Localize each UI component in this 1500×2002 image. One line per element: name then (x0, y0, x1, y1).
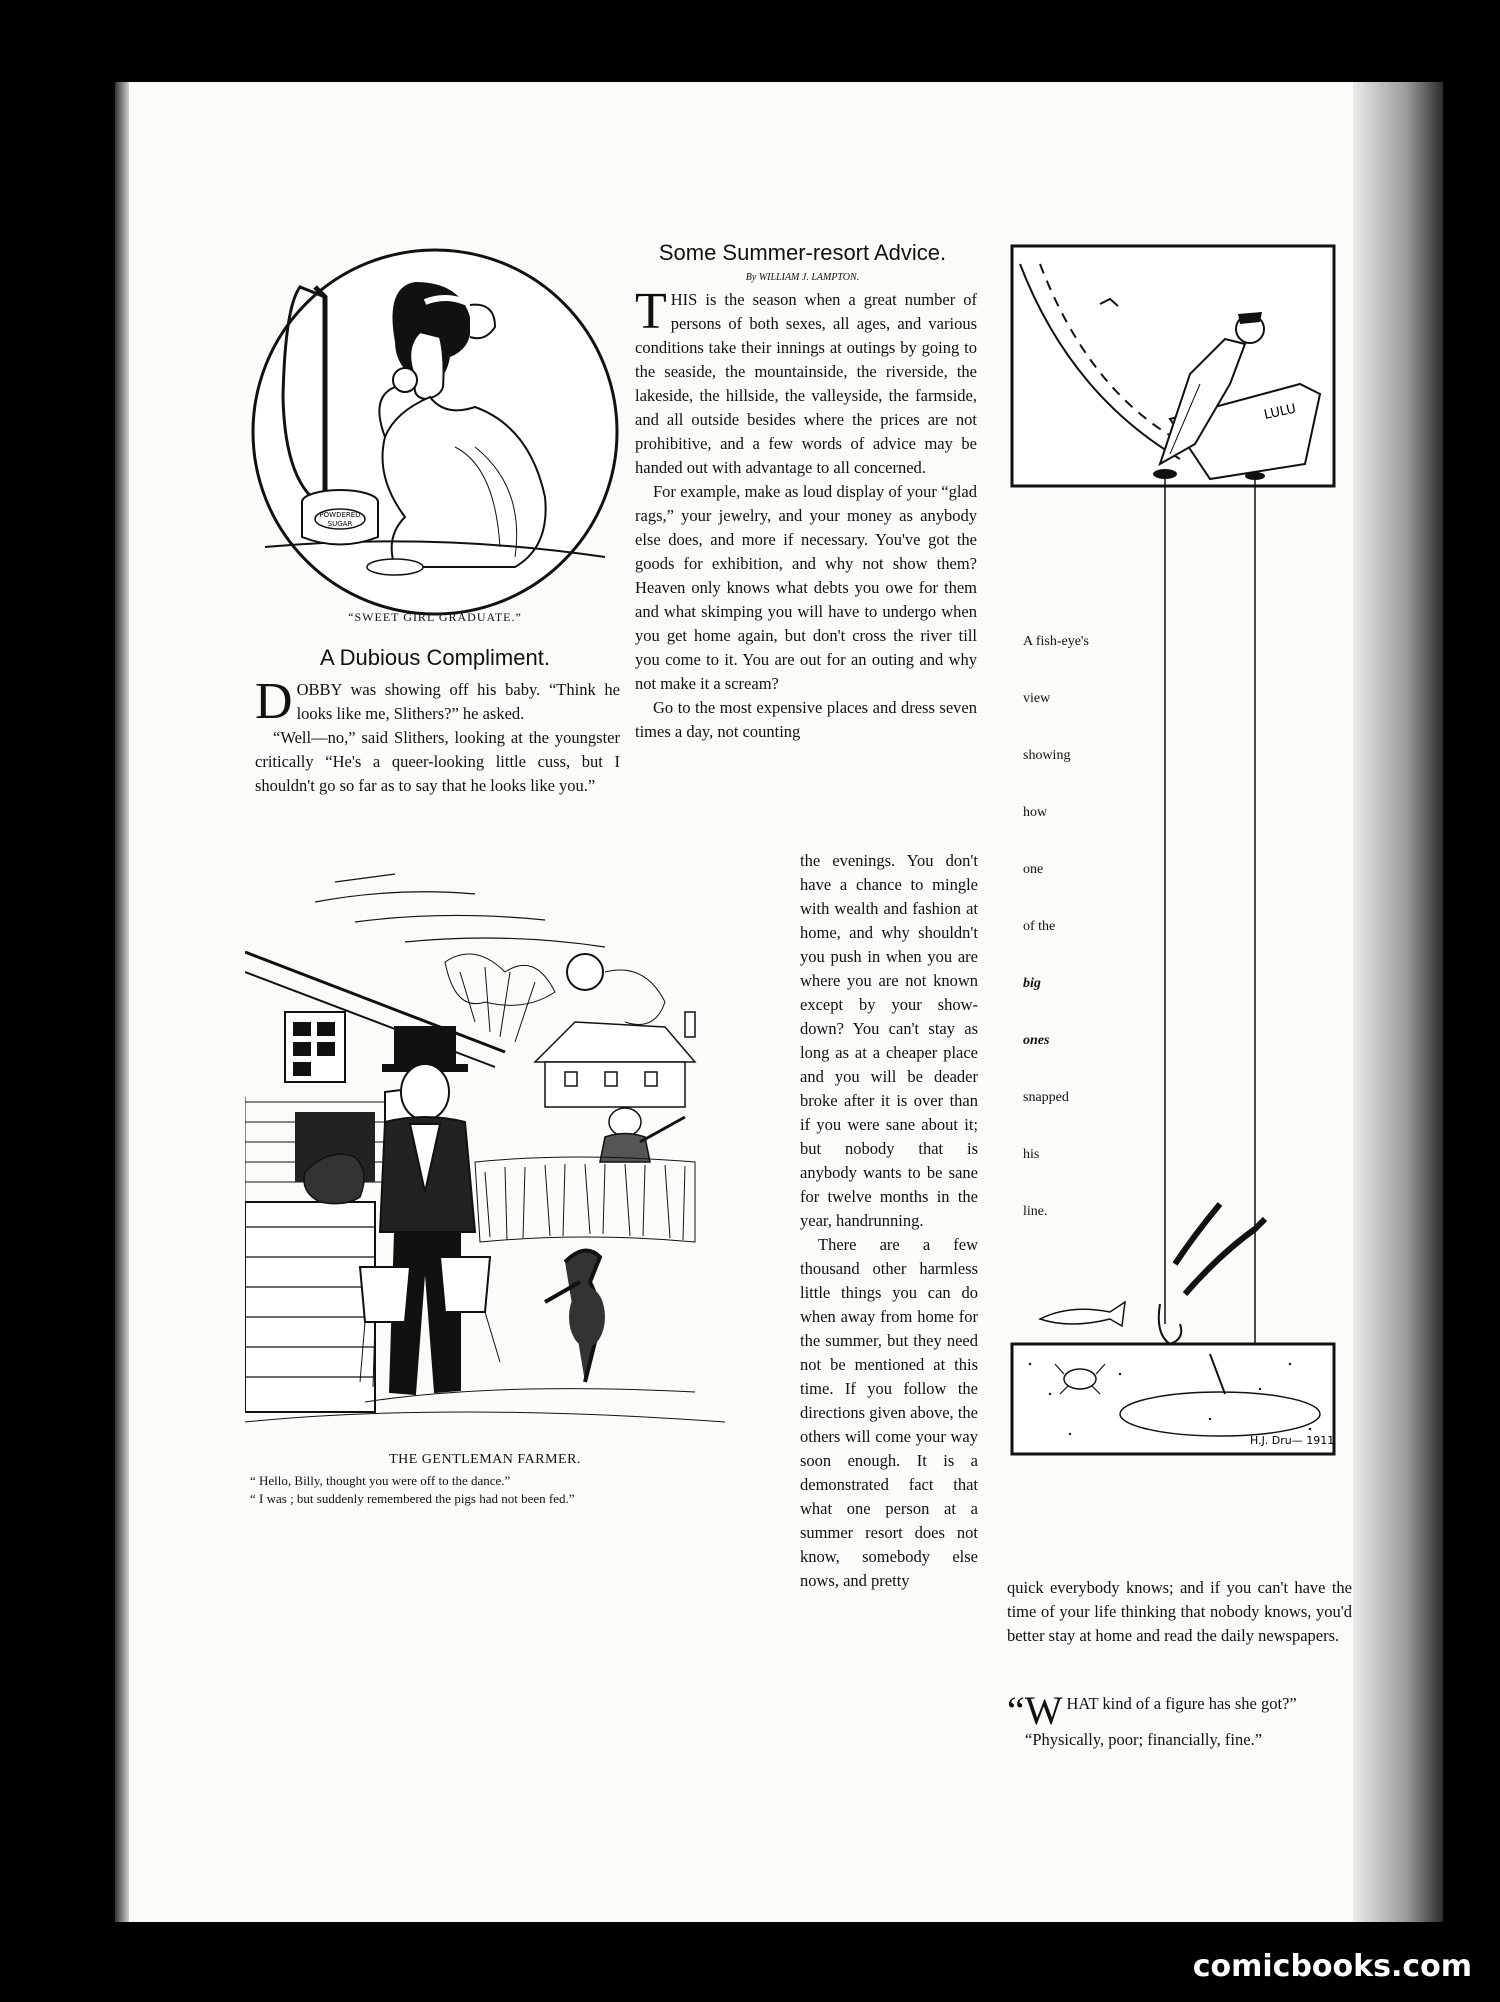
dubious-compliment-p1 (255, 673, 620, 730)
dubious-compliment-title: A Dubious Compliment. (320, 645, 550, 670)
resort-p4: There are a few thousand other harmless little things you can do when away from home for the summer, but they need not be mentioned at this time. If you follow the directions given above, the others will come your way soon enough. It is a demonstrated fact that what one person at a summer resort does not know, somebody else nows, and pretty (800, 1235, 978, 1590)
gentleman-farmer-caption: THE GENTLEMAN FARMER. (389, 1452, 581, 1467)
side-caption-line: one (1023, 862, 1044, 877)
farmer-dialogue-line1: “ Hello, Billy, thought you were off to the dance.” (250, 1473, 511, 1488)
farmer-dialogue-line2: “ I was ; but suddenly remembered the pigs had not been fed.” (250, 1491, 575, 1506)
byline: By WILLIAM J. LAMPTON. (745, 272, 860, 283)
side-caption-line: big (1023, 976, 1041, 991)
side-caption-line: A fish-eye's (1023, 634, 1089, 649)
resort-continuation: quick everybody knows; and if you can't have the time of your life thinking that nobody knows, you'd better stay at home and read the daily newspapers. (1007, 1578, 1352, 1645)
gentleman-farmer-dialogue (250, 1472, 730, 1508)
summer-resort-body-narrow (800, 849, 978, 1593)
resort-p1-text: HIS is the season when a great number of persons of both sexes, all ages, and various conditions take their innings at outings by going to the seaside, the mountainside, the riverside, the lakeside, the hillside, the valleyside, the farmside, and all outside besides where the prices are not prohibitive, and a few words of advice may be handed out with advantage to all concerned. (635, 290, 977, 477)
artist-signature: H.J. Dru— 1911 (1250, 1434, 1335, 1447)
side-caption-line: view (1023, 691, 1051, 706)
dubious-compliment-body (255, 673, 620, 798)
dubious-compliment-p2: “Well—no,” said Slithers, looking at the youngster critically “He's a queer-looking little cuss, but I shouldn't go so far as to say that he looks like you.” (255, 728, 620, 795)
side-caption-line: snapped (1023, 1090, 1069, 1105)
figure-joke (1007, 1688, 1352, 1752)
sweet-girl-graduate-illustration (245, 247, 625, 627)
dropcap-t: T (635, 283, 667, 340)
sweet-girl-caption: “SWEET GIRL GRADUATE.” (348, 610, 522, 624)
dropcap-d: D (255, 673, 293, 730)
resort-p3a: Go to the most expensive places and dress seven times a day, not counting (635, 698, 977, 741)
summer-resort-body (635, 283, 977, 744)
page-edge (115, 82, 129, 1922)
resort-p1 (635, 283, 977, 480)
fish-eye-side-caption (1023, 634, 1133, 1261)
jar-label-line1: POWDERED (319, 511, 361, 519)
side-caption-line: line. (1023, 1204, 1048, 1219)
resort-p3b: the evenings. You don't have a chance to mingle with wealth and fashion at home, and why shouldn't you push in when you are where you are not known except by your show-down? You can't stay as long as at a cheaper place and you will be deader broke after it is over than if you were sane about it; but nobody that is anybody wants to be sane for twelve months in the year, handrunning. (800, 851, 978, 1230)
joke-answer: “Physically, poor; financially, fine.” (1025, 1730, 1263, 1749)
binding-gutter (1353, 82, 1443, 1922)
boat-name: LULU (1262, 401, 1298, 423)
side-caption-line: showing (1023, 748, 1071, 763)
side-caption-line: how (1023, 805, 1048, 820)
gentleman-farmer-illustration (245, 862, 725, 1442)
watermark: comicbooks.com (1192, 1949, 1472, 1984)
jar-label-line2: SUGAR (327, 520, 353, 528)
magazine-page (115, 82, 1443, 1922)
dubious-p1-text: OBBY was showing off his baby. “Think he looks like me, Slithers?” he asked. (296, 680, 620, 723)
resort-p2: For example, make as loud display of your “glad rags,” your jewelry, and your money as anybody else does, and more if necessary. You've got the goods for exhibition, and why not show them? Heaven only knows what debts you owe for them and what skimping you will have to undergo when you get home again, but don't cross the river till you come to it. You are out for an outing and why not make it a scream? (635, 482, 977, 693)
joke-question-text: HAT kind of a figure has she got?” (1066, 1694, 1297, 1713)
side-caption-line: of the (1023, 919, 1056, 934)
side-caption-line: ones (1023, 1033, 1050, 1048)
dropcap-w: “W (1007, 1688, 1063, 1733)
joke-question (1007, 1688, 1352, 1733)
summer-resort-title: Some Summer-resort Advice. (658, 240, 947, 265)
side-caption-line: his (1023, 1147, 1040, 1162)
